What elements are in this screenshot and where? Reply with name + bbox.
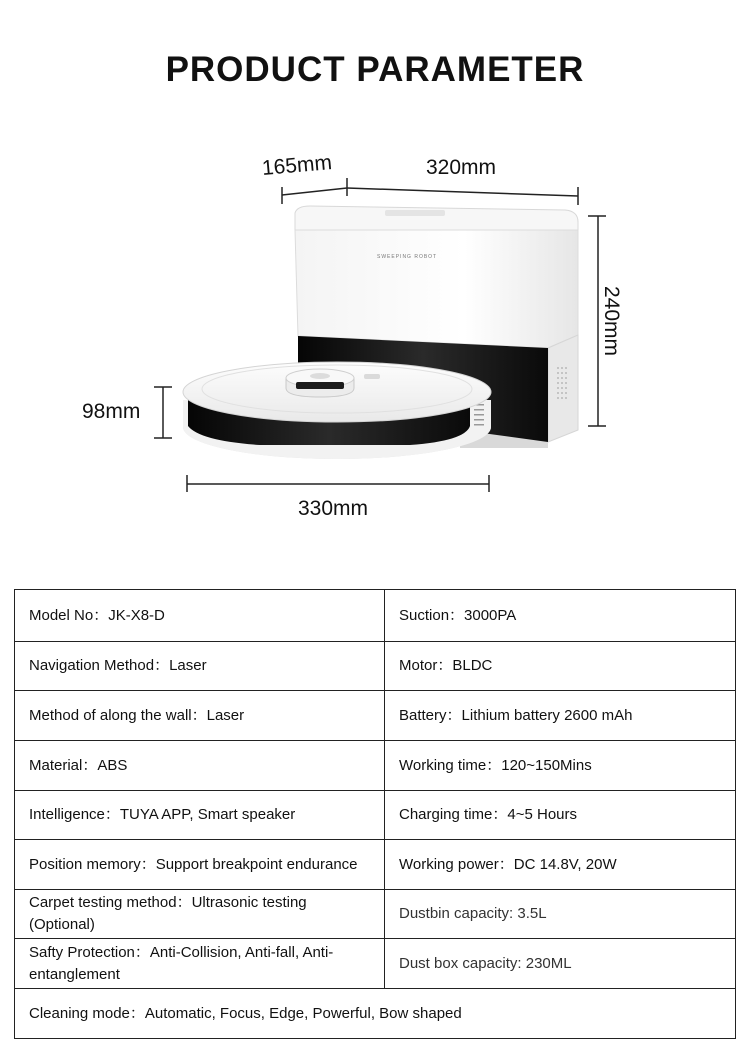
dimension-line-depth	[282, 187, 347, 204]
dimension-robot-height-label: 98mm	[82, 400, 141, 423]
table-row	[15, 840, 736, 890]
spec-cell: Motor：BLDC	[385, 642, 736, 691]
spec-cell: Intelligence：TUYA APP, Smart speaker	[15, 791, 385, 840]
table-row	[15, 642, 736, 691]
spec-cell: Carpet testing method：Ultrasonic testing (Optional)	[15, 890, 385, 939]
spec-cell: Navigation Method：Laser	[15, 642, 385, 691]
spec-cell: Suction：3000PA	[385, 590, 736, 642]
spec-cell: Model No：JK-X8-D	[15, 590, 385, 642]
spec-cell: Charging time：4~5 Hours	[385, 791, 736, 840]
page-title: PRODUCT PARAMETER	[165, 50, 585, 89]
spec-cell: Working power：DC 14.8V, 20W	[385, 840, 736, 890]
product-label: SWEEPING ROBOT	[377, 254, 438, 260]
table-row	[15, 741, 736, 791]
dimension-depth-label: 165mm	[261, 150, 333, 181]
product-illustration	[0, 130, 750, 550]
dimension-line-robot-diameter	[187, 475, 489, 492]
table-row	[15, 890, 736, 939]
spec-cell: Battery：Lithium battery 2600 mAh	[385, 691, 736, 741]
spec-cell: Safty Protection：Anti-Collision, Anti-fall, Anti-entanglement	[15, 939, 385, 989]
spec-cell-full: Cleaning mode：Automatic, Focus, Edge, Powerful, Bow shaped	[15, 989, 736, 1039]
spec-cell: Dust box capacity: 230ML	[385, 939, 736, 989]
table-row	[15, 691, 736, 741]
spec-cell: Method of along the wall：Laser	[15, 691, 385, 741]
spec-table	[14, 589, 736, 1039]
spec-cell: Position memory：Support breakpoint endurance	[15, 840, 385, 890]
spec-cell: Dustbin capacity: 3.5L	[385, 890, 736, 939]
dimension-width-label: 320mm	[426, 156, 497, 179]
robot-vacuum	[183, 362, 491, 459]
spec-cell: Working time：120~150Mins	[385, 741, 736, 791]
table-row	[15, 989, 736, 1039]
dimension-line-robot-height	[154, 387, 172, 438]
dimension-robot-diameter-label: 330mm	[298, 497, 369, 520]
dimension-height-label: 240mm	[600, 285, 624, 357]
dimension-line-width	[347, 178, 578, 205]
spec-cell: Material：ABS	[15, 741, 385, 791]
table-row	[15, 590, 736, 642]
product-diagram	[0, 130, 750, 550]
table-row	[15, 791, 736, 840]
table-row	[15, 939, 736, 989]
